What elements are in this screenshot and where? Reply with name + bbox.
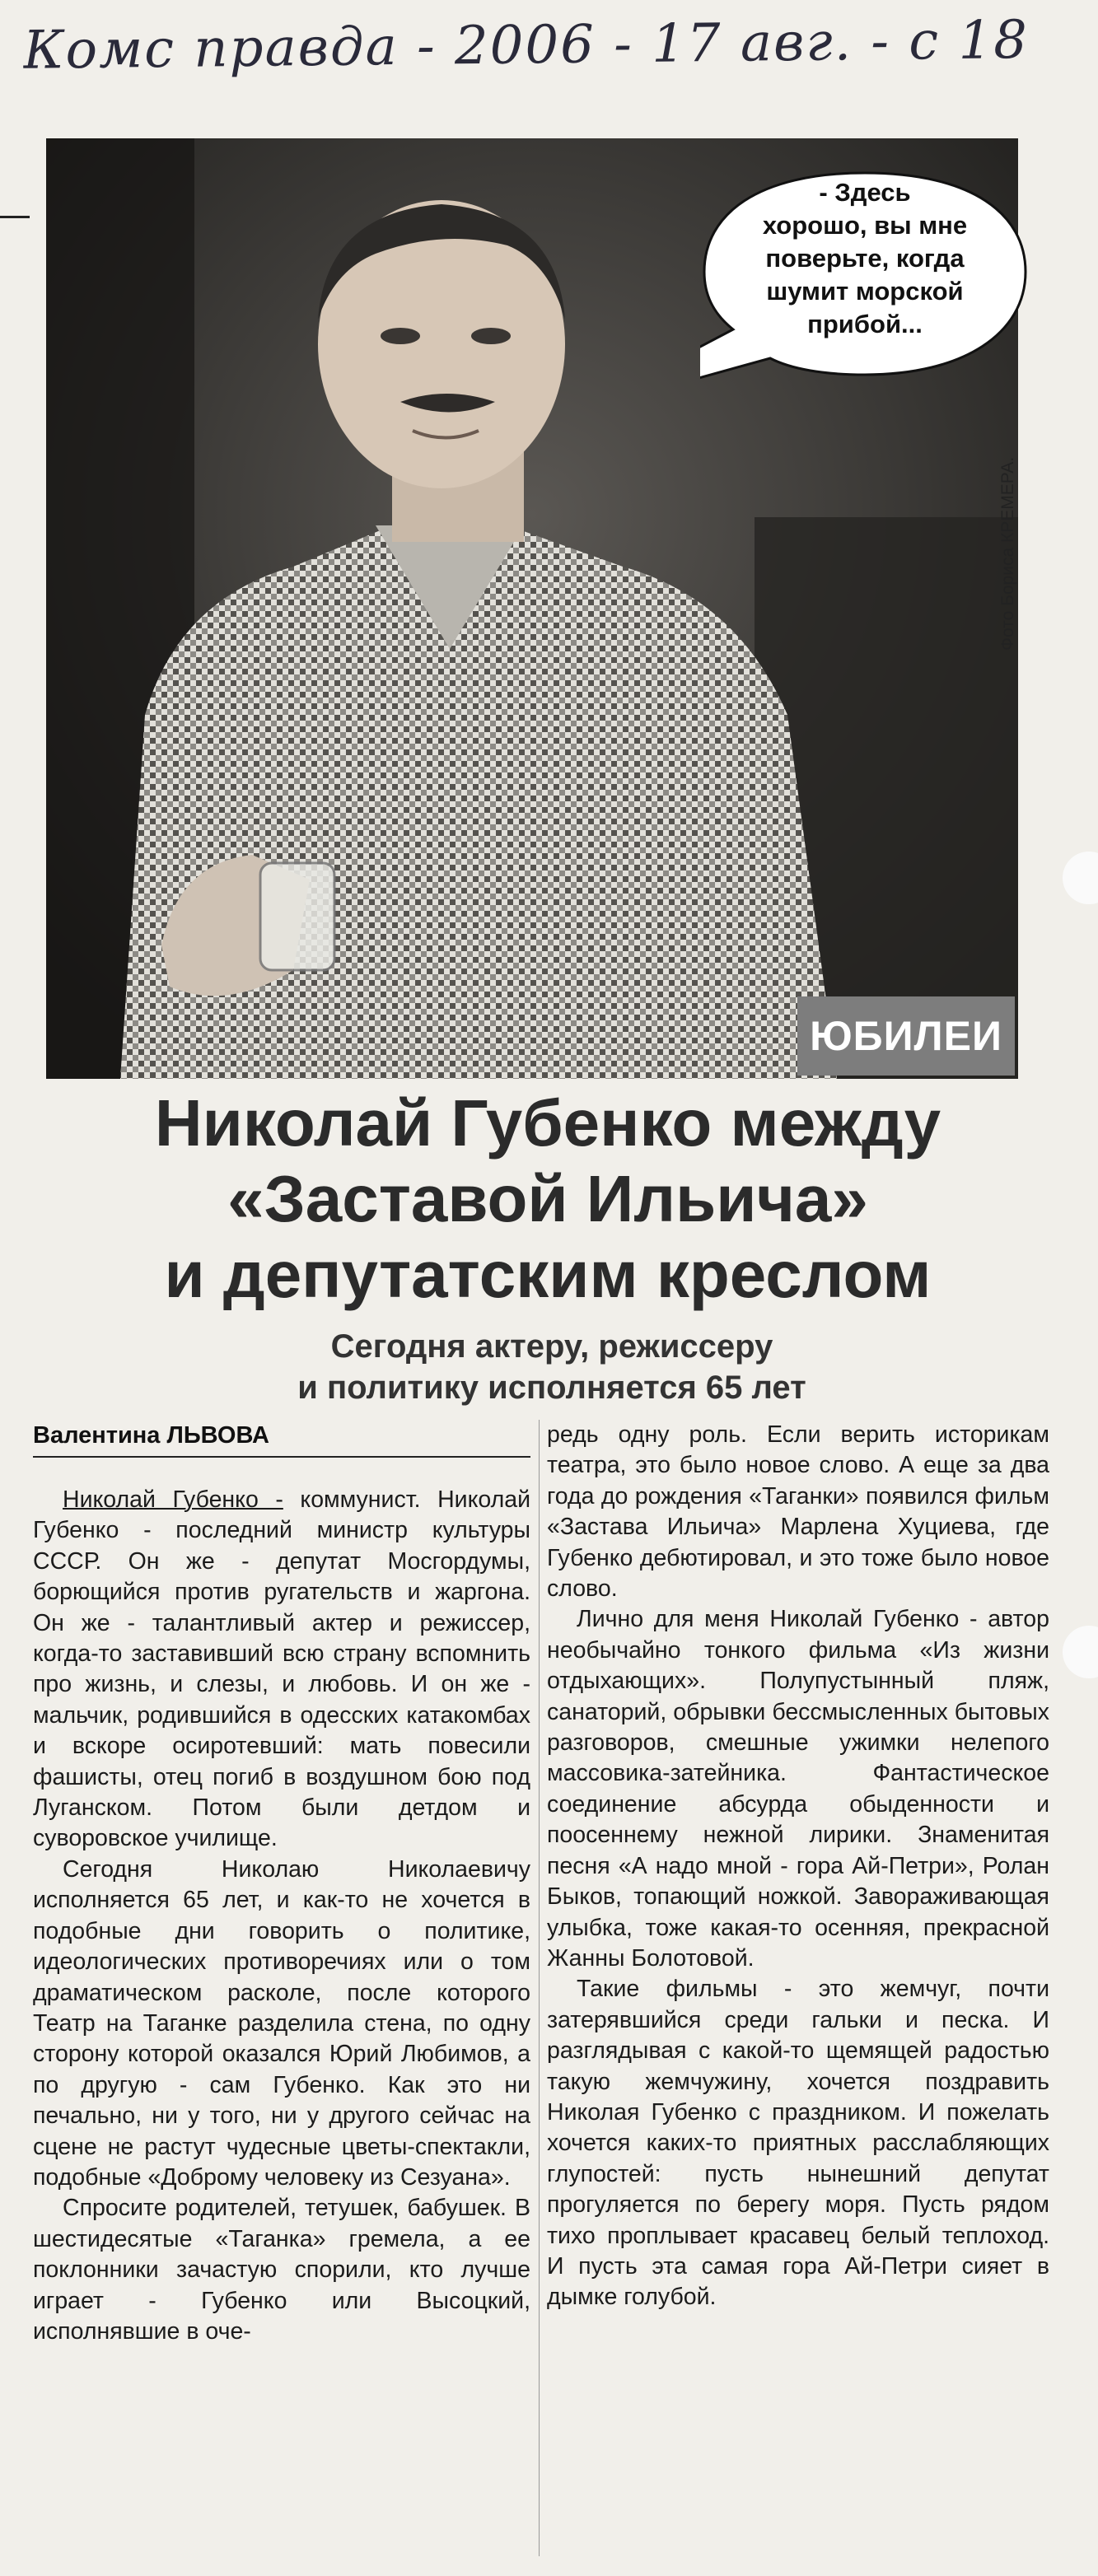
punch-hole (1063, 852, 1098, 904)
headline-line: Николай Губенко между (154, 1086, 941, 1160)
rubric-label: ЮБИЛЕИ (797, 996, 1015, 1076)
article-column-1 (33, 1485, 530, 2347)
article-headline (33, 1085, 1063, 1313)
clipping-edge-line (0, 216, 30, 218)
subheadline-line: и политику исполняется 65 лет (297, 1370, 806, 1406)
speech-bubble-text (725, 176, 1005, 341)
photo-credit: Фото Бориса КРЕМЕРА. (998, 456, 1017, 651)
headline-line: и депутатским креслом (164, 1238, 932, 1311)
bubble-line: прибой... (807, 310, 923, 338)
byline-rule (33, 1456, 530, 1458)
paragraph: Лично для меня Николай Губенко - автор необычайно тонкого фильма «Из жизни отдыхающих». Полупустынный пляж, санаторий, обрывки бессмысленных бытовых разговоров, смешные ужимки нелепого массовика-затейника. Фантастическое соединение абсурда обыденности и поосеннему нежной лирики. Знаменитая песня «А надо мной - гора Ай-Петри», Ролан Быков, топающий ножкой. Завораживающая улыбка, тоже какая-то осенняя, прекрасной Жанны Болотовой. (547, 1606, 1049, 1972)
author-byline: Валентина ЛЬВОВА (33, 1422, 269, 1449)
paragraph (33, 1485, 530, 1855)
bubble-line: поверьте, когда (765, 244, 965, 273)
paragraph: редь одну роль. Если верить историкам театра, это было новое слово. А еще за два года до рождения «Таганки» появился фильм «Застава Ильича» Марлена Хуциева, где Губенко дебютировал, и это тоже было новое слово. (547, 1421, 1049, 1603)
handwritten-source-note: Комс правда - 2006 - 17 авг. - с 18 (22, 9, 1030, 82)
bubble-line: хорошо, вы мне (762, 211, 968, 240)
punch-hole (1063, 1626, 1098, 1678)
bubble-line: - Здесь (819, 178, 911, 207)
headline-line: «Заставой Ильича» (227, 1162, 868, 1235)
article-column-2 (547, 1420, 1049, 2313)
paragraph: Сегодня Николаю Николаевичу исполняется 65 лет, и как-то не хочется в подобные дни говорить о политике, идеологических противоречиях или о том драматическом расколе, после которого Театр на Таганке разделила стена, по одну сторону которой оказался Юрий Любимов, а по другую - сам Губенко. Как это ни печально, ни у того, ни у другого сейчас на сцене не растут чудесные цветы-спектакли, подобные «Доброму человеку из Сезуана». (33, 1855, 530, 2191)
paragraph: Такие фильмы - это жемчуг, почти затерявшийся среди гальки и песка. И разглядывая с какой-то щемящей радостью такую жемчужину, хочется поздравить Николая Губенко с праздником. И пожелать хочется каких-то приятных расслабляющих глупостей: пусть нынешний депутат прогуляется по берегу моря. Пусть рядом тихо проплывает красавец белый теплоход. И пусть эта самая гора Ай-Петри сияет в дымке голубой. (547, 1976, 1049, 2311)
column-divider (539, 1420, 540, 2556)
paragraph-text: коммунист. Николай Губенко - последний министр культуры СССР. Он же - депутат Мосгордумы, борющийся против ругательств и жаргона. Он же - талантливый актер и режиссер, когда-то заставивший всю страну вспомнить про жизнь, и слезы, и любовь. И он же - мальчик, родившийся в одесских катакомбах и вскоре осиротевший: мать повесили фашисты, отец погиб в воздушном бою под Луганском. Потом были детдом и суворовское училище. (33, 1486, 530, 1852)
paragraph: Спросите родителей, тетушек, бабушек. В шестидесятые «Таганка» гремела, а ее поклонники зачастую спорили, кто лучше играет - Губенко или Высоцкий, исполнявшие в оче- (33, 2195, 530, 2345)
bubble-line: шумит морской (766, 277, 964, 306)
subheadline-line: Сегодня актеру, режиссеру (330, 1328, 773, 1365)
article-subheadline (99, 1326, 1005, 1408)
lead-name: Николай Губенко - (63, 1486, 283, 1513)
